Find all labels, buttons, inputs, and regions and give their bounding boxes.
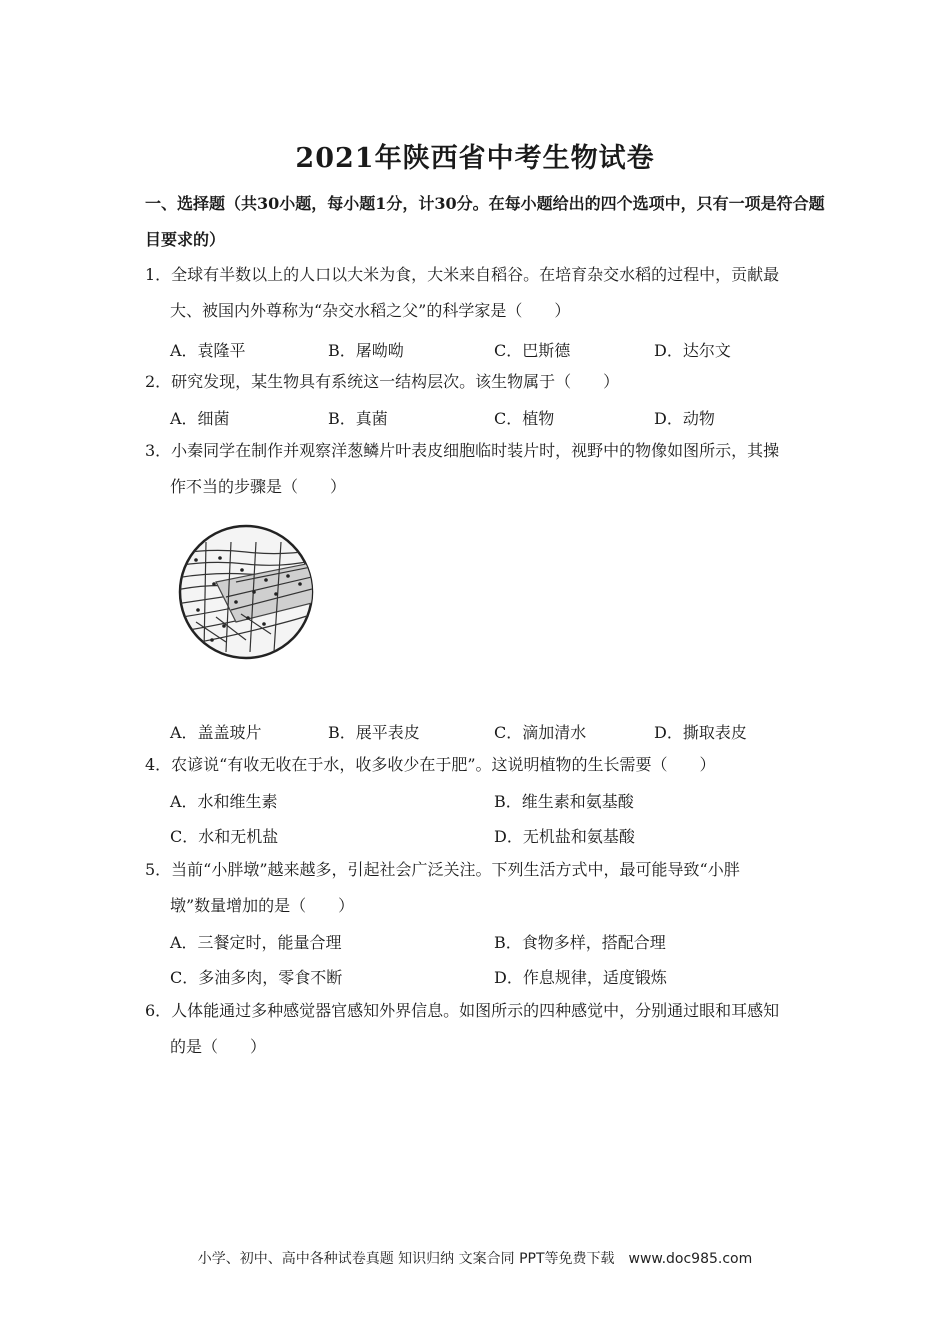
question-2 [145, 364, 815, 400]
section-heading: 一、选择题（共30小题，每小题1分，计30分。在每小题给出的四个选项中，只有一项是符合题目要求的） [145, 194, 825, 249]
option-d: D．无机盐和氨基酸 [494, 827, 635, 846]
option-b: B．真菌 [328, 409, 388, 428]
option-c: C．水和无机盐 [170, 827, 279, 846]
option-a: A．水和维生素 [170, 792, 278, 811]
question-2-options [170, 406, 810, 430]
question-6-text: 6．人体能通过多种感觉器官感知外界信息。如图所示的四种感觉中，分别通过眼和耳感知 [145, 1001, 780, 1020]
question-5-text: 5．当前“小胖墩”越来越多，引起社会广泛关注。下列生活方式中，最可能导致“小胖 [145, 860, 740, 879]
option-a: A．细菌 [170, 409, 230, 428]
question-2-text: 2．研究发现，某生物具有系统这一结构层次。该生物属于（ ） [145, 372, 620, 391]
question-6-cont: 的是（ ） [170, 1037, 267, 1056]
option-d: D．达尔文 [654, 341, 731, 360]
option-c: C．巴斯德 [494, 341, 571, 360]
question-4-text: 4．农谚说“有收无收在于水，收多收少在于肥”。这说明植物的生长需要（ ） [145, 755, 716, 774]
option-a: A．袁隆平 [170, 341, 246, 360]
option-b: B．食物多样，搭配合理 [494, 933, 666, 952]
question-1-cont: 大、被国内外尊称为“杂交水稻之父”的科学家是（ ） [170, 301, 571, 320]
option-b: B．维生素和氨基酸 [494, 792, 634, 811]
option-d: D．动物 [654, 409, 715, 428]
option-d: D．撕取表皮 [654, 723, 747, 742]
option-b: B．展平表皮 [328, 723, 420, 742]
option-a: A．盖盖玻片 [170, 723, 262, 742]
question-6 [145, 993, 815, 1065]
question-4-options-row2 [170, 824, 810, 848]
question-4-options-row1 [170, 789, 810, 813]
question-5-options-row2 [170, 965, 810, 989]
question-3-cont: 作不当的步骤是（ ） [170, 477, 347, 496]
option-c: C．多油多肉，零食不断 [170, 968, 343, 987]
option-b: B．屠呦呦 [328, 341, 404, 360]
question-1-text: 1．全球有半数以上的人口以大米为食，大米来自稻谷。在培育杂交水稻的过程中，贡献最 [145, 265, 780, 284]
question-1-options [170, 338, 810, 362]
question-1 [145, 257, 815, 329]
microscope-view-figure [176, 522, 316, 662]
question-5 [145, 852, 815, 924]
option-a: A．三餐定时，能量合理 [170, 933, 342, 952]
question-3-options [170, 720, 810, 744]
page-title: 2021年陕西省中考生物试卷 [295, 143, 655, 174]
question-4 [145, 747, 815, 783]
option-c: C．滴加清水 [494, 723, 587, 742]
question-3-text: 3．小秦同学在制作并观察洋葱鳞片叶表皮细胞临时装片时，视野中的物像如图所示，其操 [145, 441, 780, 460]
question-5-cont: 墩”数量增加的是（ ） [170, 896, 355, 915]
question-3 [145, 433, 815, 505]
option-d: D．作息规律，适度锻炼 [494, 968, 667, 987]
question-5-options-row1 [170, 930, 810, 954]
option-c: C．植物 [494, 409, 555, 428]
footer-text: 小学、初中、高中各种试卷真题 知识归纳 文案合同 PPT等免费下载 www.doc985.com [197, 1251, 753, 1267]
